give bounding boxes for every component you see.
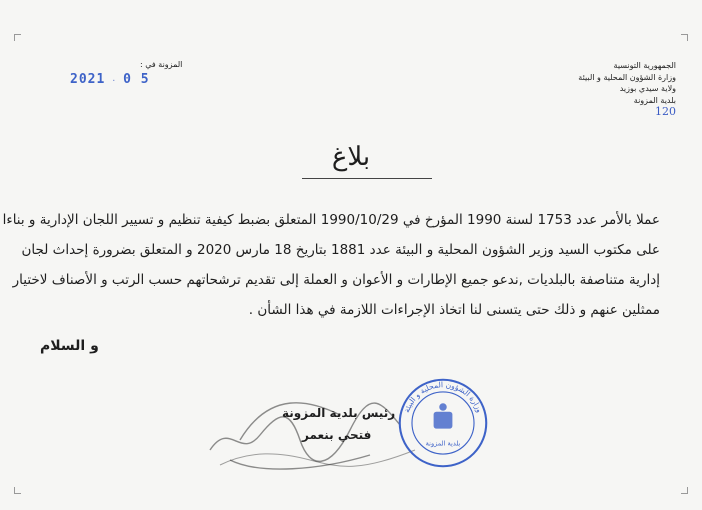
closing-salutation: و السلام [40, 338, 99, 354]
reference-number: 120 [655, 105, 676, 118]
title-underline [302, 178, 432, 179]
corner-mark-bottom-right [681, 487, 688, 494]
date-stamp-divider: · [111, 76, 118, 85]
signatory-title: رئيس بلدية المزونة [282, 406, 396, 420]
corner-mark-bottom-left [14, 487, 21, 494]
document-title: بلاغ [331, 142, 371, 172]
svg-text:بلدية المزونة: بلدية المزونة [425, 439, 461, 448]
municipality-label: بلدية المزونة [633, 95, 676, 105]
corner-mark-top-right [681, 34, 688, 41]
body-line: إدارية متناصفة بالبلديات ,ندعو جميع الإطارات و الأعوان و العملة إلى تقديم ترشحاتهم حسب الرتب و الأصناف لاختيار [12, 272, 660, 288]
date-stamp-year: 2021 [70, 72, 106, 87]
date-stamp [70, 72, 150, 87]
corner-mark-top-left [14, 34, 21, 41]
letterhead [516, 60, 676, 118]
date-stamp-month: 0 5 [123, 72, 150, 87]
signatory-name: فتحي بنعمر [302, 428, 372, 442]
svg-text:وزارة الشؤون المحلية و البيئة: وزارة الشؤون المحلية و البيئة [402, 380, 484, 414]
official-stamp [396, 376, 490, 470]
ministry-label: وزارة الشؤون المحلية و البيئة [578, 72, 676, 82]
body-line: على مكتوب السيد وزير الشؤون المحلية و البيئة عدد 1881 بتاريخ 18 مارس 2020 و المتعلق بضرورة إحداث لجان [21, 242, 660, 258]
body-line: عملا بالأمر عدد 1753 لسنة 1990 المؤرخ في 1990/10/29 المتعلق بضبط كيفية تنظيم و تسيير اللجان الإدارية و بناءا [2, 212, 660, 228]
announcement-body [2, 205, 660, 325]
place-date-label: المزونة في : [140, 60, 183, 69]
body-line: ممثلين عنهم و ذلك حتى يتسنى لنا اتخاذ الإجراءات اللازمة في هذا الشأن . [248, 302, 660, 318]
governorate-label: ولاية سيدي بوزيد [619, 84, 676, 93]
republic-label: الجمهورية التونسية [613, 61, 676, 70]
